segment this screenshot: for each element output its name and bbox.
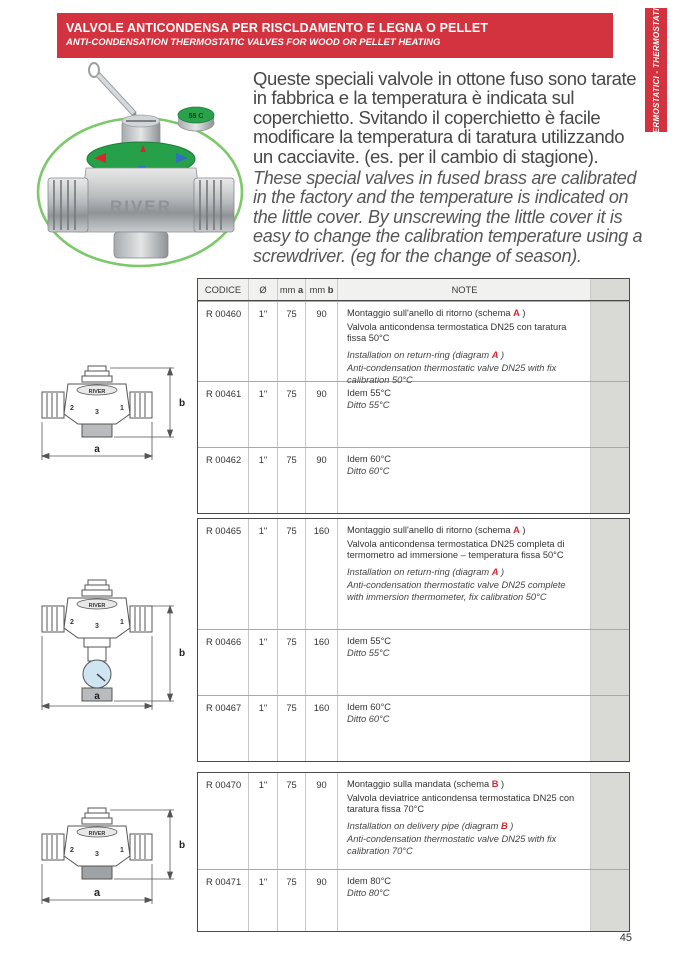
dimension-diagram-3 xyxy=(22,800,192,915)
title-english: ANTI-CONDENSATION THERMOSTATIC VALVES FOR WOOD OR PELLET HEATING xyxy=(66,37,441,48)
port-label-3: 3 xyxy=(95,623,99,630)
mm-b-cell: 90 xyxy=(306,870,338,931)
spare-column-cell xyxy=(591,519,629,629)
dimension-diagram-2-thermometer xyxy=(22,576,192,716)
port-label-2: 2 xyxy=(70,619,74,626)
codice-cell: R 00466 xyxy=(198,630,249,695)
header-spare-column xyxy=(591,279,629,300)
header-mm-a: mm a xyxy=(278,279,306,300)
note-cell: Montaggio sulla mandata (schema B ) Valvola deviatrice anticondensa termostatica DN25 con taratura fissa 70°C Installation on delivery pipe (diagram B ) Anti-condensation thermostatic valve DN25 with fix calibration 70°C xyxy=(338,773,591,869)
diagram-brand-label: RIVER xyxy=(88,603,106,609)
calibration-cap xyxy=(178,107,214,131)
port-label-1: 1 xyxy=(120,405,124,412)
diameter-cell: 1" xyxy=(249,630,278,695)
port-label-3: 3 xyxy=(95,409,99,416)
mm-a-cell: 75 xyxy=(278,696,306,761)
diameter-cell: 1" xyxy=(249,773,278,869)
category-side-tab xyxy=(645,1,667,139)
table-row xyxy=(198,447,629,513)
note-cell: Idem 60°C Ditto 60°C xyxy=(338,696,591,761)
diagram-brand-label: RIVER xyxy=(88,831,106,837)
mm-a-cell: 75 xyxy=(278,630,306,695)
note-cell: Idem 80°C Ditto 80°C xyxy=(338,870,591,931)
note-cell: Idem 55°C Ditto 55°C xyxy=(338,382,591,447)
page-number: 45 xyxy=(619,932,632,944)
dim-b-label: b xyxy=(178,648,186,659)
codice-cell: R 00467 xyxy=(198,696,249,761)
header-codice: CODICE xyxy=(198,279,249,300)
codice-cell: R 00471 xyxy=(198,870,249,931)
diameter-cell: 1" xyxy=(249,302,278,381)
title-italian: VALVOLE ANTICONDENSA PER RISCLDAMENTO E LEGNA O PELLET xyxy=(66,21,489,35)
diameter-cell: 1" xyxy=(249,870,278,931)
dim-b-label: b xyxy=(178,840,186,851)
intro-paragraph-english: These special valves in fused brass are calibrated in the factory and the temperature is indicated on the little cover. By unscrewing the little cover it is easy to change the calibration temperature using a screwdriver. (eg for the change of season). xyxy=(253,168,643,266)
spare-column-cell xyxy=(591,382,629,447)
diameter-cell: 1" xyxy=(249,696,278,761)
mm-a-cell: 75 xyxy=(278,382,306,447)
mm-a-cell: 75 xyxy=(278,302,306,381)
mm-b-cell: 90 xyxy=(306,302,338,381)
codice-cell: R 00462 xyxy=(198,448,249,513)
codice-cell: R 00465 xyxy=(198,519,249,629)
product-table-2 xyxy=(197,518,630,762)
codice-cell: R 00461 xyxy=(198,382,249,447)
port-label-2: 2 xyxy=(70,847,74,854)
note-cell: Idem 60°C Ditto 60°C xyxy=(338,448,591,513)
mm-b-cell: 90 xyxy=(306,448,338,513)
spare-column-cell xyxy=(591,870,629,931)
mm-b-cell: 160 xyxy=(306,696,338,761)
note-cell: Montaggio sull'anello di ritorno (schema A ) Valvola anticondensa termostatica DN25 completa di termometro ad immersione – temperatura fissa 50°C Installation on return-ring (diagram A ) Anti-condensation thermostatic valve DN25 complete with immersion thermometer, fix calibration 50°C xyxy=(338,519,591,629)
table-row xyxy=(198,301,629,385)
dim-a-label: a xyxy=(93,887,101,899)
product-photo-valve xyxy=(28,60,248,272)
mm-b-cell: 90 xyxy=(306,773,338,869)
spare-column-cell xyxy=(591,630,629,695)
table-row xyxy=(198,695,629,761)
screwdriver-icon xyxy=(89,63,138,123)
table-row xyxy=(198,629,629,695)
diameter-cell: 1" xyxy=(249,382,278,447)
spare-column-cell xyxy=(591,448,629,513)
table-header-row xyxy=(198,279,629,301)
cap-temperature-label: 55 C xyxy=(188,113,204,120)
table-row xyxy=(198,381,629,447)
intro-paragraph-italian: Queste speciali valvole in ottone fuso sono tarate in fabbrica e la temperatura è indicata sul coperchietto. Svitando il coperchietto è facile modificare la temperatura di taratura utilizzando un cacciavite. (es. per il cambio di stagione). xyxy=(253,68,637,167)
diagram-brand-label: RIVER xyxy=(88,389,106,395)
dim-a-label: a xyxy=(94,444,100,455)
dim-a-label: a xyxy=(94,691,100,702)
schema-letter: A xyxy=(513,308,520,318)
diagram-letter: A xyxy=(491,566,499,577)
port-label-1: 1 xyxy=(120,847,124,854)
diagram-letter: B xyxy=(501,820,508,831)
codice-cell: R 00470 xyxy=(198,773,249,869)
product-table-1 xyxy=(197,278,630,514)
category-side-tab-label: TERMOSTATICI - THERMOSTATIC xyxy=(651,1,661,139)
note-cell: Idem 55°C Ditto 55°C xyxy=(338,630,591,695)
valve-brand-label: RIVER xyxy=(110,197,172,216)
diameter-cell: 1" xyxy=(249,448,278,513)
table-row xyxy=(198,519,629,629)
mm-a-cell: 75 xyxy=(278,448,306,513)
dimension-diagram-1 xyxy=(22,362,192,470)
port-label-2: 2 xyxy=(70,405,74,412)
note-cell: Montaggio sull'anello di ritorno (schema A ) Valvola anticondensa termostatica DN25 con taratura fissa 50°C Installation on return-ring (diagram A ) Anti-condensation thermostatic valve DN25 with fix calibration 50°C xyxy=(338,302,591,381)
table-row xyxy=(198,869,629,931)
spare-column-cell xyxy=(591,302,629,381)
header-mm-b: mm b xyxy=(306,279,338,300)
spare-column-cell xyxy=(591,773,629,869)
mm-b-cell: 90 xyxy=(306,382,338,447)
mm-a-cell: 75 xyxy=(278,773,306,869)
mm-a-cell: 75 xyxy=(278,870,306,931)
schema-letter: A xyxy=(513,525,520,535)
codice-cell: R 00460 xyxy=(198,302,249,381)
port-label-1: 1 xyxy=(120,619,124,626)
mm-a-cell: 75 xyxy=(278,519,306,629)
page-header-banner xyxy=(57,13,613,58)
diameter-cell: 1" xyxy=(249,519,278,629)
mm-b-cell: 160 xyxy=(306,519,338,629)
port-label-3: 3 xyxy=(95,851,99,858)
header-diameter: Ø xyxy=(249,279,278,300)
spare-column-cell xyxy=(591,696,629,761)
header-note: NOTE xyxy=(338,279,591,300)
table-row xyxy=(198,773,629,869)
schema-letter: B xyxy=(491,779,499,789)
product-table-3 xyxy=(197,772,630,932)
diagram-letter: A xyxy=(491,349,499,360)
dim-b-label: b xyxy=(178,398,186,409)
mm-b-cell: 160 xyxy=(306,630,338,695)
